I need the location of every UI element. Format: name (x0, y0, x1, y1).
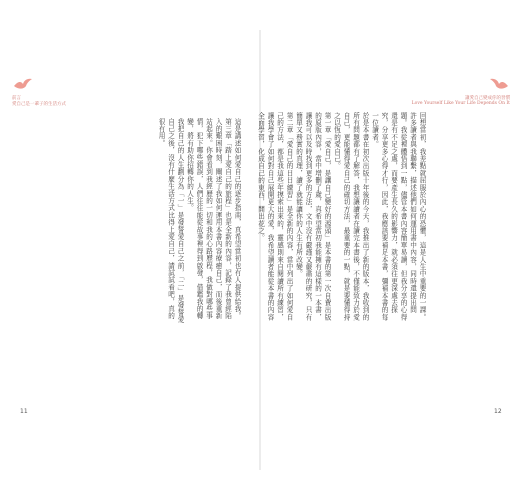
bird-logo-icon (488, 77, 510, 93)
right-header-subtitle: Love Yourself Like Your Life Depends On It (411, 101, 510, 106)
paragraph: 我把自己的人生劃分為「一」是發誓愛自己之前，「二」是發誓愛自己之後，沒有什麼生活方式比得上愛自己，請試試看吧，真的很有用。 (157, 118, 184, 324)
bird-logo-icon (12, 77, 34, 93)
left-page-body (116, 118, 241, 326)
paragraph: 第三章「踏上愛自己的旅程」也是全新的內容，記錄了我曾經陷入的艱困時刻，闡述了我如何運用本書內容療癒自己，而後重新站起來。你會看到我經歷的一切和我的心路歷程，我做對哪些事情，犯下哪些錯誤，人們往往能從故事裡得到啟發，借鑑我的轉變，將有助你招轉你的人生。 (185, 118, 232, 320)
paragraph: 許多讀者與我聯繫，描述他們如何運用書中內容，同時還提出問題。我從裡體悟到一點，儘管本書內容簡單易讀，但我分享的心得還是有不足之處，而要產生長久的影響力，就必須往更深處去探究，分享更多心得才行，因此，我應該要補足本書，彌補本書的每一位讀者。 (370, 112, 417, 321)
right-page-body (256, 112, 426, 322)
left-header-title: 愛自己是一輩子的生活方式 (12, 102, 66, 107)
paragraph: 這是講述如何愛自己的逐步指南，真希望當初也有人提供給我。 (233, 118, 241, 320)
paragraph: 於是本書在初次出版十年後的今天，我推出了新的版本，我收到的所有問題都有了解答，我想讓讀者在讀完本書後，不僅能致力於愛自己，更能懂得愛自己的確切方法，最重要的一點，就是要懂得持之以恆的愛自己。 (332, 112, 369, 321)
left-page-number: 11 (20, 408, 28, 415)
paragraph: 回想當初，我差點就屈服於內心的恐懼，這是人生中重要的一課。 (418, 112, 426, 321)
left-header-chapter: 前言 (12, 96, 21, 101)
paragraph: 第一章「愛自己，是讓自己變好的源頭」是本書的第一次自費出版的原版內容，當中增刪了歲，真希望當初我能擁有這樣的一本書，讓我可以及時找到更多的方法，文中沒有嚴謹又嚴肅的研究，只有簡單又務實的真理，讀了就能讓你的人生有所改變。 (294, 112, 331, 321)
paragraph: 第二章「愛自己的日日練習」是全新的內容，當中列出了如何愛自己的方法，都是我這些年摸索出來的，靈感則來自閱讀所有練習，讓我學會了如何對自己展開更大的愛，我希望讀者能從本書的內容全面學習，化成自己的東西，開出花之。 (256, 112, 293, 321)
right-header-title: 讓愛自己變成你的習慣 (465, 96, 510, 101)
right-page-number: 12 (494, 408, 502, 415)
